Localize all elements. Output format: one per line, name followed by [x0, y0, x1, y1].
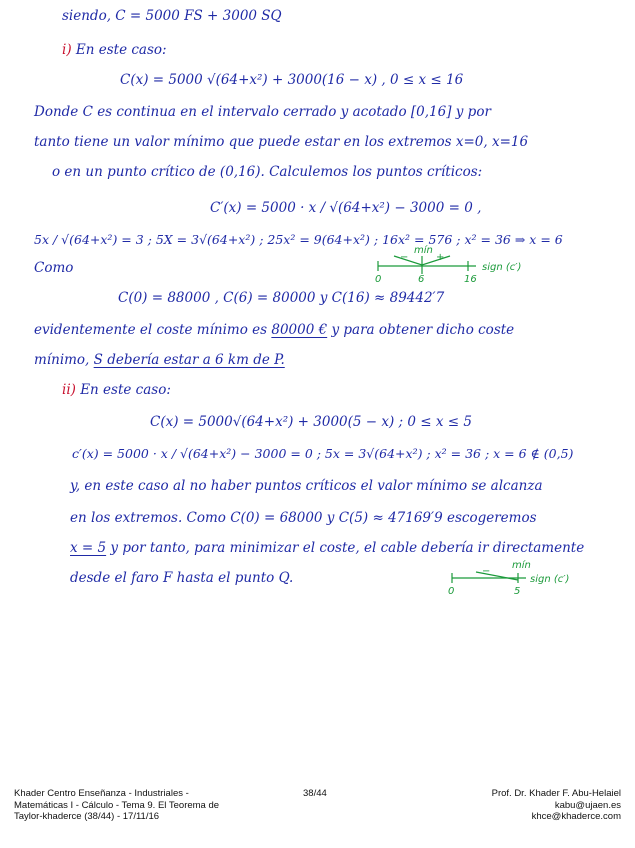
text-line-continuity: Donde C es continua en el intervalo cerrado y acotado [0,16] y por — [34, 104, 491, 120]
case-i-text: En este caso: — [75, 42, 167, 58]
sign-i-min: mín — [414, 245, 433, 256]
conclusion-text-a: evidentemente el coste mínimo es — [34, 322, 272, 338]
sign-ii-legend: sign (c′) — [530, 574, 570, 585]
sign-i-legend: sign (c′) — [482, 262, 522, 273]
como-word: Como — [34, 260, 74, 276]
sign-i-left: − — [400, 252, 409, 263]
sign-ii-value: − — [482, 566, 491, 577]
text-line-extremes: tanto tiene un valor mínimo que puede estar en los extremos x=0, x=16 — [34, 134, 529, 150]
case-ii-label: ii) — [62, 382, 76, 398]
cost-values-i: C(0) = 88000 , C(6) = 80000 y C(16) ≈ 89442′7 — [118, 290, 445, 306]
conclusion-line-ii-2: desde el faro F hasta el punto Q. — [70, 570, 294, 586]
derivative-ii: c′(x) = 5000 · x / √(64+x²) − 3000 = 0 ; 5x = 3√(64+x²) ; x² = 36 ; x = 6 ∉ (0,5) — [72, 446, 574, 461]
solving-steps-i: 5x / √(64+x²) = 3 ; 5X = 3√(64+x²) ; 25x² = 9(64+x²) ; 16x² = 576 ; x² = 36 ⇒ x = 6 — [34, 232, 563, 247]
derivative-i: C′(x) = 5000 · x / √(64+x²) − 3000 = 0 , — [210, 200, 482, 216]
sign-i-end: 16 — [464, 274, 477, 285]
cost-function-i: C(x) = 5000 √(64+x²) + 3000(16 − x) , 0 ≤ x ≤ 16 — [120, 72, 464, 88]
page-number: 38/44 — [303, 788, 327, 799]
sign-i-critical: 6 — [418, 274, 425, 285]
cost-formula-line: siendo, C = 5000 FS + 3000 SQ — [62, 8, 282, 24]
sign-i-start: 0 — [375, 274, 382, 285]
conclusion-line-i-2 — [34, 352, 285, 368]
case-i-heading — [62, 42, 167, 58]
conclusion-ii-text: y por tanto, para minimizar el coste, el cable debería ir directamente — [106, 540, 585, 556]
text-line-no-critical: y, en este caso al no haber puntos críticos el valor mínimo se alcanza — [70, 478, 543, 494]
footer-left-line-2: Matemáticas I - Cálculo - Tema 9. El Teorema de — [14, 799, 220, 811]
text-line-extremes-ii: en los extremos. Como C(0) = 68000 y C(5) ≈ 47169′9 escogeremos — [70, 510, 537, 526]
cost-function-ii: C(x) = 5000√(64+x²) + 3000(5 − x) ; 0 ≤ x ≤ 5 — [150, 414, 472, 430]
footer-left-line-3: Taylor-khaderce (38/44) - 17/11/16 — [14, 811, 160, 822]
case-ii-heading — [62, 382, 171, 398]
footer-left-line-1: Khader Centro Enseñanza - Industriales - — [14, 788, 189, 799]
footer-left — [14, 788, 219, 823]
author-email-2: khce@khaderce.com — [531, 811, 621, 822]
s-position-result: S debería estar a 6 km de P. — [93, 352, 285, 368]
sign-chart-ii — [446, 558, 616, 598]
conclusion-text-min: mínimo, — [34, 352, 94, 368]
x-equals-5: x = 5 — [70, 540, 107, 556]
sign-ii-min: mín — [512, 560, 531, 571]
conclusion-text-c: y para obtener dicho coste — [327, 322, 515, 338]
author-name: Prof. Dr. Khader F. Abu-Helaiel — [491, 788, 621, 799]
conclusion-line-i — [34, 322, 514, 338]
sign-i-right: + — [436, 252, 445, 263]
sign-ii-start: 0 — [448, 586, 455, 597]
footer-right — [492, 788, 621, 823]
case-i-label: i) — [62, 42, 72, 58]
footer-page-number — [303, 788, 327, 800]
conclusion-line-ii — [70, 540, 584, 556]
author-email-1: kabu@ujaen.es — [554, 799, 621, 811]
case-ii-text: En este caso: — [80, 382, 171, 398]
sign-chart-i — [372, 244, 572, 284]
sign-ii-end: 5 — [514, 586, 521, 597]
min-cost-value: 80000 € — [271, 322, 328, 338]
text-line-critical-points: o en un punto crítico de (0,16). Calculemos los puntos críticos: — [52, 164, 483, 180]
